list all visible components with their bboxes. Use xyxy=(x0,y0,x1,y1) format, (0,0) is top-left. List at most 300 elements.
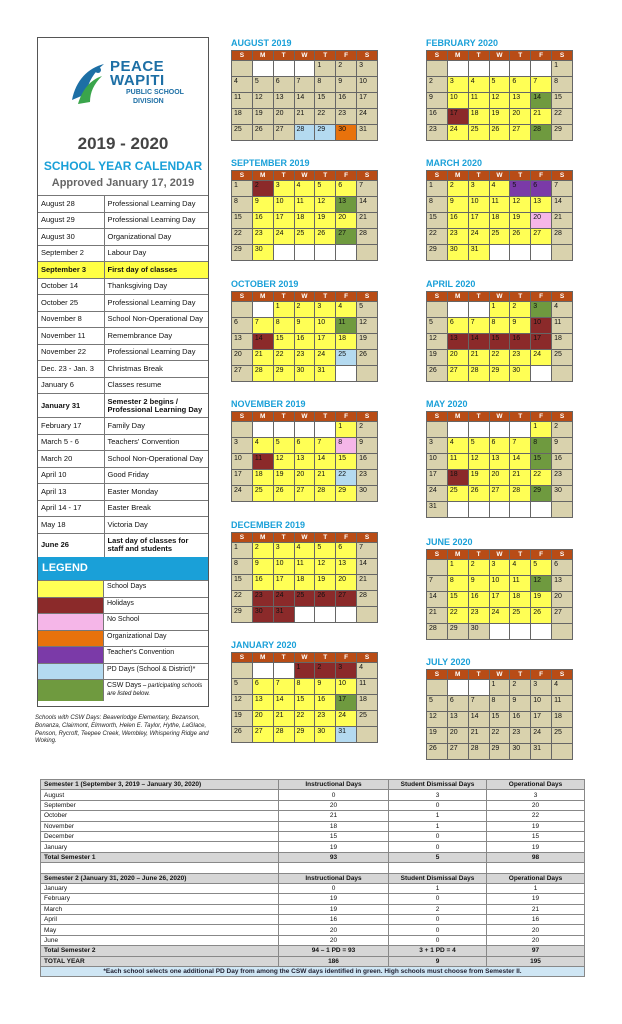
day-cell: 8 xyxy=(232,197,253,213)
empty-cell xyxy=(252,61,273,77)
day-cell: 12 xyxy=(427,712,448,728)
day-cell: 30 xyxy=(510,366,531,382)
weekday-header: W xyxy=(489,412,510,422)
event-date: April 13 xyxy=(38,484,104,501)
day-cell: 29 xyxy=(531,486,552,502)
event-row xyxy=(38,311,208,328)
day-cell: 14 xyxy=(552,197,573,213)
day-cell: 6 xyxy=(232,318,253,334)
empty-cell xyxy=(273,663,294,679)
event-description: Professional Learning Day xyxy=(104,295,208,312)
day-cell: 4 xyxy=(552,680,573,696)
summary-value: 20 xyxy=(279,935,389,945)
day-cell: 15 xyxy=(232,575,253,591)
day-cell: 24 xyxy=(315,350,336,366)
weekday-header: S xyxy=(427,670,448,680)
day-cell: 3 xyxy=(357,61,378,77)
event-row xyxy=(38,295,208,312)
day-cell: 7 xyxy=(468,696,489,712)
day-cell: 13 xyxy=(447,334,468,350)
day-cell: 1 xyxy=(427,181,448,197)
empty-cell xyxy=(427,302,448,318)
weekday-header: W xyxy=(294,51,315,61)
legend-item xyxy=(38,613,208,630)
day-cell: 9 xyxy=(252,559,273,575)
summary-label: Semester 1 (September 3, 2019 – January 30, 2020) xyxy=(41,780,279,790)
day-cell: 2 xyxy=(252,543,273,559)
day-cell: 14 xyxy=(468,334,489,350)
day-cell: 15 xyxy=(336,454,357,470)
day-cell: 5 xyxy=(315,543,336,559)
day-cell: 1 xyxy=(315,61,336,77)
empty-cell xyxy=(315,607,336,623)
weekday-header: T xyxy=(315,292,336,302)
day-cell: 19 xyxy=(468,470,489,486)
summary-value: 0 xyxy=(389,894,487,904)
day-cell: 2 xyxy=(336,61,357,77)
day-cell: 18 xyxy=(336,334,357,350)
empty-cell xyxy=(468,502,489,518)
day-cell: 11 xyxy=(552,318,573,334)
day-cell: 5 xyxy=(531,560,552,576)
weekday-header: S xyxy=(232,412,253,422)
day-cell: 23 xyxy=(447,229,468,245)
day-cell: 6 xyxy=(447,318,468,334)
event-description: Professional Learning Day xyxy=(104,212,208,229)
day-cell: 22 xyxy=(489,350,510,366)
day-cell: 30 xyxy=(510,744,531,760)
info-panel xyxy=(37,37,209,707)
day-cell: 26 xyxy=(510,229,531,245)
weekday-header: T xyxy=(510,292,531,302)
day-cell: 8 xyxy=(315,77,336,93)
legend-swatch xyxy=(38,598,104,614)
day-cell: 14 xyxy=(427,592,448,608)
event-date: January 31 xyxy=(38,394,104,418)
summary-value: 3 xyxy=(487,790,585,800)
day-cell: 21 xyxy=(273,711,294,727)
empty-cell xyxy=(531,245,552,261)
day-cell: 6 xyxy=(447,696,468,712)
summary-value: 1 xyxy=(487,883,585,893)
summary-value: 19 xyxy=(279,842,389,852)
event-description: Thanksgiving Day xyxy=(104,278,208,295)
summary-value: 15 xyxy=(279,831,389,841)
event-row xyxy=(38,229,208,246)
legend xyxy=(38,580,208,701)
day-cell: 25 xyxy=(447,486,468,502)
month-grid xyxy=(231,291,378,382)
day-cell: 27 xyxy=(489,486,510,502)
month-feb xyxy=(426,38,573,141)
day-cell: 18 xyxy=(552,334,573,350)
summary-label: November xyxy=(41,821,279,831)
summary-value: Operational Days xyxy=(487,780,585,790)
day-cell: 28 xyxy=(427,624,448,640)
summary-label: April xyxy=(41,915,279,925)
day-cell: 5 xyxy=(315,181,336,197)
day-cell: 12 xyxy=(427,334,448,350)
weekday-header: T xyxy=(273,292,294,302)
day-cell: 1 xyxy=(552,61,573,77)
day-cell: 19 xyxy=(315,213,336,229)
day-cell: 22 xyxy=(315,109,336,125)
day-cell: 5 xyxy=(232,679,253,695)
weekday-header: F xyxy=(531,670,552,680)
day-cell: 9 xyxy=(510,696,531,712)
day-cell: 10 xyxy=(427,454,448,470)
day-cell: 25 xyxy=(357,711,378,727)
day-cell: 21 xyxy=(552,213,573,229)
summary-value: 20 xyxy=(487,800,585,810)
weekday-header: W xyxy=(294,292,315,302)
summary-value: 195 xyxy=(487,956,585,966)
day-cell: 20 xyxy=(552,592,573,608)
summary-value: 16 xyxy=(487,915,585,925)
day-cell: 20 xyxy=(447,728,468,744)
day-cell: 2 xyxy=(510,302,531,318)
weekday-header: W xyxy=(489,171,510,181)
day-cell: 25 xyxy=(336,350,357,366)
day-cell: 12 xyxy=(357,318,378,334)
day-cell: 19 xyxy=(252,109,273,125)
day-cell: 18 xyxy=(294,213,315,229)
day-cell: 29 xyxy=(232,607,253,623)
day-cell: 7 xyxy=(252,318,273,334)
day-cell: 17 xyxy=(273,575,294,591)
division-logo xyxy=(38,38,208,126)
event-description: Last day of classes for staff and students xyxy=(104,533,208,557)
csw-schools-note: Schools with CSW Days: Beaverlodge Elementary, Bezanson, Bonanza, Clairmont, Elmworth, Helen E. Taylor, Hythe, LaGlace, Penson, Rycroft, Teepee Creek, Wembley, Whispering Ridge and Woking. xyxy=(35,715,209,745)
event-date: September 2 xyxy=(38,245,104,262)
day-cell: 4 xyxy=(489,181,510,197)
event-row xyxy=(38,245,208,262)
summary-value: 0 xyxy=(389,842,487,852)
day-cell: 27 xyxy=(252,727,273,743)
day-cell: 9 xyxy=(468,576,489,592)
day-cell: 30 xyxy=(336,125,357,141)
empty-cell xyxy=(447,502,468,518)
day-cell: 26 xyxy=(357,350,378,366)
day-cell: 9 xyxy=(315,679,336,695)
empty-cell xyxy=(294,245,315,261)
day-cell: 30 xyxy=(357,486,378,502)
day-cell: 4 xyxy=(510,560,531,576)
summary-value: 19 xyxy=(487,894,585,904)
day-cell: 14 xyxy=(315,454,336,470)
day-cell: 8 xyxy=(552,77,573,93)
summary-value: 20 xyxy=(487,925,585,935)
day-cell: 4 xyxy=(336,302,357,318)
day-cell: 12 xyxy=(315,197,336,213)
day-cell: 26 xyxy=(252,125,273,141)
event-description: Easter Monday xyxy=(104,484,208,501)
day-cell: 6 xyxy=(336,181,357,197)
empty-cell xyxy=(531,502,552,518)
day-cell: 23 xyxy=(510,350,531,366)
weekday-header: S xyxy=(552,670,573,680)
empty-cell xyxy=(357,607,378,623)
day-cell: 19 xyxy=(427,728,448,744)
day-cell: 22 xyxy=(294,711,315,727)
day-cell: 23 xyxy=(315,711,336,727)
day-cell: 1 xyxy=(232,181,253,197)
day-cell: 24 xyxy=(489,608,510,624)
summary-value: 0 xyxy=(389,935,487,945)
summary-label: September xyxy=(41,800,279,810)
day-cell: 3 xyxy=(489,560,510,576)
day-cell: 13 xyxy=(531,197,552,213)
day-cell: 16 xyxy=(315,695,336,711)
day-cell: 22 xyxy=(336,470,357,486)
day-cell: 25 xyxy=(489,229,510,245)
day-cell: 25 xyxy=(294,591,315,607)
weekday-header: T xyxy=(468,171,489,181)
event-row xyxy=(38,212,208,229)
weekday-header: S xyxy=(552,292,573,302)
day-cell: 2 xyxy=(427,77,448,93)
day-cell: 6 xyxy=(510,77,531,93)
day-cell: 29 xyxy=(427,245,448,261)
day-cell: 22 xyxy=(489,728,510,744)
event-row xyxy=(38,484,208,501)
day-cell: 29 xyxy=(552,125,573,141)
day-cell: 8 xyxy=(489,318,510,334)
day-cell: 4 xyxy=(552,302,573,318)
weekday-header: S xyxy=(232,171,253,181)
month-may xyxy=(426,399,573,518)
day-cell: 1 xyxy=(531,422,552,438)
event-date: April 10 xyxy=(38,467,104,484)
day-cell: 7 xyxy=(427,576,448,592)
event-row xyxy=(38,467,208,484)
empty-cell xyxy=(510,245,531,261)
summary-row xyxy=(41,925,585,935)
empty-cell xyxy=(468,61,489,77)
day-cell: 15 xyxy=(273,334,294,350)
day-cell: 5 xyxy=(273,438,294,454)
empty-cell xyxy=(252,663,273,679)
day-cell: 27 xyxy=(273,125,294,141)
event-row xyxy=(38,377,208,394)
weekday-header: W xyxy=(294,412,315,422)
event-date: November 11 xyxy=(38,328,104,345)
day-cell: 25 xyxy=(468,125,489,141)
weekday-header: T xyxy=(510,412,531,422)
day-cell: 18 xyxy=(357,695,378,711)
day-cell: 31 xyxy=(427,502,448,518)
summary-header-row xyxy=(41,780,585,790)
event-description: Good Friday xyxy=(104,467,208,484)
day-cell: 8 xyxy=(531,438,552,454)
day-cell: 2 xyxy=(552,422,573,438)
summary-label: February xyxy=(41,894,279,904)
day-cell: 18 xyxy=(252,470,273,486)
month-title: SEPTEMBER 2019 xyxy=(231,158,310,168)
summary-value: Student Dismissal Days xyxy=(389,780,487,790)
day-cell: 27 xyxy=(232,366,253,382)
day-cell: 25 xyxy=(232,125,253,141)
weekday-header: M xyxy=(252,653,273,663)
day-cell: 23 xyxy=(252,229,273,245)
day-cell: 19 xyxy=(315,575,336,591)
day-cell: 19 xyxy=(273,470,294,486)
legend-label: School Days xyxy=(107,583,147,590)
day-cell: 21 xyxy=(357,575,378,591)
empty-cell xyxy=(273,245,294,261)
empty-cell xyxy=(531,624,552,640)
day-cell: 3 xyxy=(315,302,336,318)
day-cell: 7 xyxy=(468,318,489,334)
day-cell: 14 xyxy=(531,93,552,109)
day-cell: 18 xyxy=(232,109,253,125)
weekday-header: M xyxy=(447,171,468,181)
day-cell: 20 xyxy=(294,470,315,486)
day-cell: 1 xyxy=(489,680,510,696)
day-cell: 26 xyxy=(489,125,510,141)
weekday-header: T xyxy=(510,550,531,560)
empty-cell xyxy=(273,422,294,438)
weekday-header: T xyxy=(468,51,489,61)
day-cell: 8 xyxy=(427,197,448,213)
summary-value: Instructional Days xyxy=(279,873,389,883)
weekday-header: W xyxy=(489,51,510,61)
day-cell: 11 xyxy=(294,559,315,575)
empty-cell xyxy=(552,366,573,382)
day-cell: 28 xyxy=(357,591,378,607)
month-sep xyxy=(231,158,378,261)
month-grid xyxy=(231,170,378,261)
day-cell: 19 xyxy=(531,592,552,608)
day-cell: 14 xyxy=(294,93,315,109)
day-cell: 11 xyxy=(489,197,510,213)
day-cell: 30 xyxy=(552,486,573,502)
day-cell: 1 xyxy=(447,560,468,576)
weekday-header: T xyxy=(315,412,336,422)
day-cell: 24 xyxy=(232,486,253,502)
day-cell: 1 xyxy=(489,302,510,318)
day-cell: 18 xyxy=(294,575,315,591)
month-aug xyxy=(231,38,378,141)
day-cell: 16 xyxy=(252,213,273,229)
day-cell: 31 xyxy=(273,607,294,623)
day-cell: 27 xyxy=(531,229,552,245)
empty-cell xyxy=(294,607,315,623)
day-cell: 27 xyxy=(552,608,573,624)
weekday-header: S xyxy=(232,653,253,663)
day-cell: 15 xyxy=(315,93,336,109)
day-cell: 2 xyxy=(315,663,336,679)
weekday-header: W xyxy=(294,653,315,663)
day-cell: 21 xyxy=(427,608,448,624)
day-cell: 10 xyxy=(315,318,336,334)
summary-label: May xyxy=(41,925,279,935)
summary-label: December xyxy=(41,831,279,841)
summary-value: 21 xyxy=(279,811,389,821)
event-row xyxy=(38,196,208,213)
day-cell: 19 xyxy=(489,109,510,125)
day-cell: 20 xyxy=(232,350,253,366)
empty-cell xyxy=(531,366,552,382)
day-cell: 31 xyxy=(357,125,378,141)
empty-cell xyxy=(552,624,573,640)
weekday-header: M xyxy=(252,171,273,181)
summary-header-row xyxy=(41,873,585,883)
day-cell: 28 xyxy=(468,366,489,382)
weekday-header: S xyxy=(552,412,573,422)
day-cell: 14 xyxy=(468,712,489,728)
day-cell: 15 xyxy=(427,213,448,229)
month-mar xyxy=(426,158,573,261)
legend-label: CSW Days – participating schools are listed below. xyxy=(107,682,203,697)
summary-value: 1 xyxy=(389,883,487,893)
weekday-header: T xyxy=(315,171,336,181)
event-row xyxy=(38,262,208,279)
day-cell: 25 xyxy=(552,350,573,366)
day-cell: 9 xyxy=(357,438,378,454)
weekday-header: S xyxy=(357,171,378,181)
day-cell: 16 xyxy=(468,592,489,608)
empty-cell xyxy=(336,607,357,623)
day-cell: 20 xyxy=(273,109,294,125)
day-cell: 12 xyxy=(315,559,336,575)
day-cell: 16 xyxy=(447,213,468,229)
day-cell: 17 xyxy=(232,470,253,486)
day-cell: 18 xyxy=(447,470,468,486)
empty-cell xyxy=(427,422,448,438)
legend-item xyxy=(38,630,208,647)
day-cell: 30 xyxy=(294,366,315,382)
day-cell: 10 xyxy=(468,197,489,213)
day-cell: 20 xyxy=(510,109,531,125)
summary-label: March xyxy=(41,904,279,914)
summary-value: 21 xyxy=(487,904,585,914)
day-cell: 6 xyxy=(531,181,552,197)
day-cell: 2 xyxy=(510,680,531,696)
event-description: School Non-Operational Day xyxy=(104,311,208,328)
day-cell: 9 xyxy=(336,77,357,93)
day-cell: 24 xyxy=(427,486,448,502)
weekday-header: S xyxy=(552,51,573,61)
day-cell: 3 xyxy=(232,438,253,454)
event-description: School Non-Operational Day xyxy=(104,451,208,468)
legend-title: LEGEND xyxy=(38,557,208,580)
summary-row xyxy=(41,800,585,810)
month-apr xyxy=(426,279,573,382)
day-cell: 21 xyxy=(252,350,273,366)
day-cell: 10 xyxy=(336,679,357,695)
day-cell: 1 xyxy=(232,543,253,559)
event-row xyxy=(38,500,208,517)
wapiti-logo-icon xyxy=(68,60,106,106)
day-cell: 14 xyxy=(357,197,378,213)
logo-text-wapiti: WAPITI xyxy=(110,72,165,89)
event-description: Victoria Day xyxy=(104,517,208,534)
summary-value xyxy=(279,863,389,873)
weekday-header: W xyxy=(489,550,510,560)
day-cell: 30 xyxy=(252,607,273,623)
weekday-header: S xyxy=(427,550,448,560)
day-cell: 12 xyxy=(531,576,552,592)
day-cell: 28 xyxy=(252,366,273,382)
day-cell: 18 xyxy=(552,712,573,728)
empty-cell xyxy=(252,422,273,438)
day-cell: 9 xyxy=(252,197,273,213)
day-cell: 4 xyxy=(294,543,315,559)
weekday-header: T xyxy=(273,533,294,543)
summary-value: 186 xyxy=(279,956,389,966)
important-dates-table xyxy=(38,195,208,557)
